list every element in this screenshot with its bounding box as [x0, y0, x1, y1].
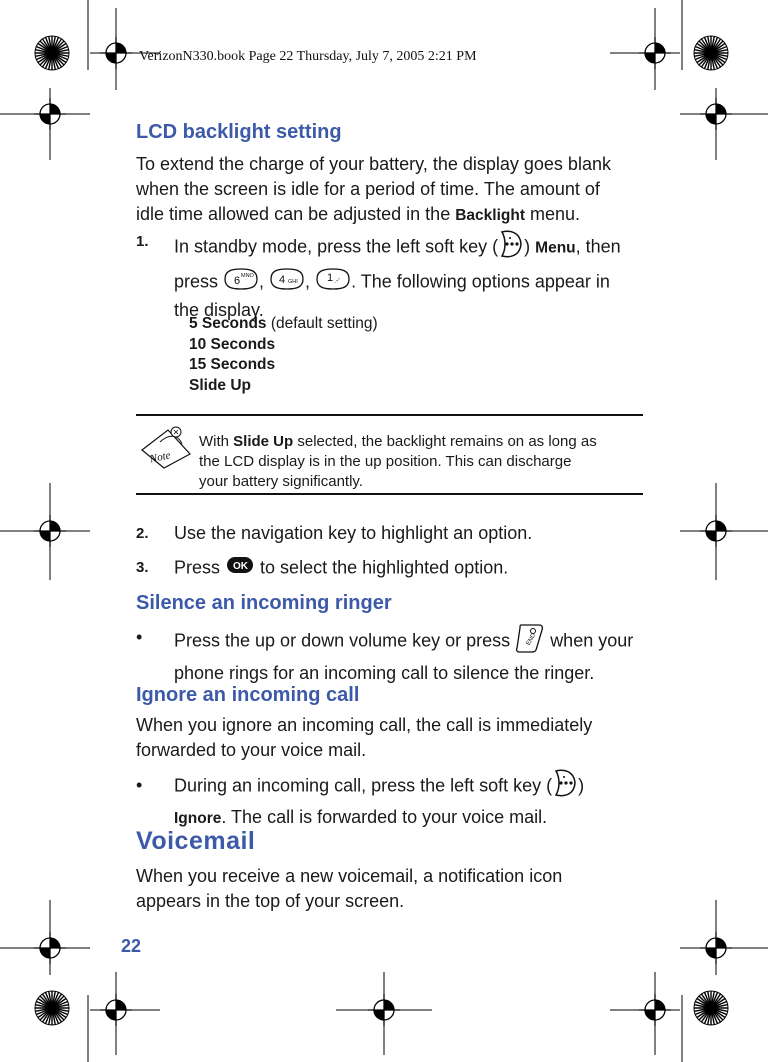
note-text: With Slide Up selected, the backlight remains on as long as the LCD display is in the up position. This can discharge your battery significantly.	[199, 433, 597, 490]
intro-line: when the screen is idle for a period of time. The amount of	[136, 179, 600, 199]
intro-line: To extend the charge of your battery, the display goes blank	[136, 154, 611, 174]
key-1-icon	[315, 267, 351, 298]
svg-text:END: END	[525, 632, 538, 647]
step1-text: In standby mode, press the left soft key ( ) Menu, then press 6 MNO , 4 GHI , 1 .-' . The following options appear in the display.	[174, 229, 654, 323]
option-item: 5 Seconds (default setting)	[189, 315, 378, 332]
page-number: 22	[121, 936, 142, 956]
ok-key-icon	[225, 555, 255, 582]
note-icon	[138, 424, 194, 475]
section-title-ignore-call: Ignore an incoming call	[136, 684, 360, 706]
step3-text: Press OK to select the highlighted option.	[174, 555, 508, 582]
svg-text:MNO: MNO	[241, 273, 254, 279]
svg-text:1: 1	[327, 272, 334, 284]
backlight-options-list	[189, 314, 378, 396]
svg-text:6: 6	[234, 275, 241, 287]
section-title-silence-ringer: Silence an incoming ringer	[136, 592, 392, 614]
key-6-icon	[223, 267, 259, 298]
backlight-menu-label: Backlight	[455, 207, 525, 224]
print-header: VerizonN330.book Page 22 Thursday, July 7, 2005 2:21 PM	[139, 49, 477, 64]
key-4-icon	[269, 267, 305, 298]
note-bottom-rule	[136, 493, 643, 495]
end-key-icon	[515, 622, 545, 661]
bullet: •	[136, 775, 143, 795]
svg-text:.-': .-'	[334, 278, 340, 285]
ignore-call-intro: When you ignore an incoming call, the call is immediately forwarded to your voice mail.	[136, 715, 593, 760]
step-number: 2.	[136, 525, 149, 542]
option-item: 10 Seconds	[189, 335, 276, 353]
backlight-intro	[136, 152, 656, 228]
silence-ringer-text: Press the up or down volume key or press END when your phone rings for an incoming call to silence the ringer.	[174, 622, 654, 686]
note-top-rule	[136, 414, 643, 416]
svg-text:4: 4	[279, 274, 286, 286]
ignore-label: Ignore	[174, 810, 222, 827]
option-item: Slide Up	[189, 376, 252, 394]
option-item: 15 Seconds	[189, 356, 276, 373]
svg-text:GHI: GHI	[288, 279, 298, 285]
menu-label: Menu	[535, 239, 576, 257]
intro-line: idle time allowed can be adjusted in the Backlight menu.	[136, 204, 581, 224]
left-soft-key-icon	[498, 229, 524, 266]
step-number: 3.	[136, 559, 149, 576]
section-title-backlight: LCD backlight setting	[136, 121, 342, 143]
step2-text: Use the navigation key to highlight an option.	[174, 523, 533, 543]
voicemail-intro: When you receive a new voicemail, a notification icon appears in the top of your screen.	[136, 866, 563, 911]
left-soft-key-icon	[552, 768, 578, 805]
svg-text:Note: Note	[148, 449, 172, 466]
slide-up-label: Slide Up	[233, 433, 294, 450]
svg-text:OK: OK	[233, 561, 249, 572]
ignore-call-text: During an incoming call, press the left soft key ( ) Ignore. The call is forwarded to your voice mail.	[174, 768, 654, 831]
step-number: 1.	[136, 233, 149, 250]
bullet: •	[136, 627, 143, 647]
section-title-voicemail: Voicemail	[136, 827, 256, 855]
